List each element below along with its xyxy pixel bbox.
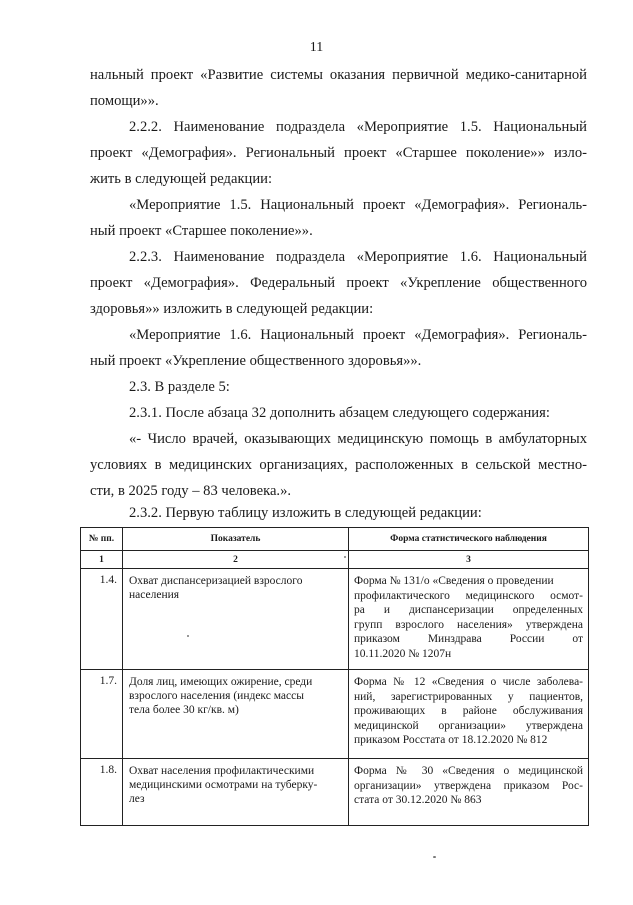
text-line: 2.3. В разделе 5: bbox=[129, 379, 230, 395]
form-line: групп взрослого населения» утверждена bbox=[354, 618, 583, 631]
form-line: ра и диспансеризации определенных bbox=[354, 604, 583, 617]
text-line: сти, в 2025 году – 83 человека.». bbox=[90, 483, 292, 499]
row-number-cell: 1.4. bbox=[81, 569, 123, 670]
form-line: организации» утверждена приказом Рос- bbox=[354, 779, 583, 792]
text-line: 2.2.2. Наименование подраздела «Мероприятие 1.5. Национальный bbox=[129, 119, 587, 135]
column-number-cell: 2 bbox=[123, 551, 349, 569]
form-line: приказом Минздрава России от bbox=[354, 633, 583, 646]
form-line: проживающих в районе обслуживания bbox=[354, 705, 583, 718]
text-line: 2.3.2. Первую таблицу изложить в следующей редакции: bbox=[129, 505, 482, 521]
header-cell: Показатель bbox=[123, 528, 349, 551]
form-line: Форма № 131/о «Сведения о проведении bbox=[354, 575, 554, 587]
indicator-line: Доля лиц, имеющих ожирение, среди bbox=[129, 676, 313, 688]
scan-speck bbox=[187, 635, 189, 637]
scan-speck bbox=[433, 856, 436, 858]
indicator-line: медицинскими осмотрами на туберку- bbox=[129, 779, 318, 791]
table-row bbox=[81, 670, 589, 759]
indicator-line: Охват диспансеризацией взрослого bbox=[129, 575, 303, 587]
indicator-line: лез bbox=[129, 793, 145, 805]
row-number-cell: 1.8. bbox=[81, 759, 123, 826]
text-line: ный проект «Укрепление общественного здоровья»». bbox=[90, 353, 422, 369]
indicator-line: тела более 30 кг/кв. м) bbox=[129, 704, 239, 716]
text-line: проект «Демография». Региональный проект «Старшее поколение»» изло- bbox=[90, 145, 587, 161]
row-number-cell: 1.7. bbox=[81, 670, 123, 759]
text-line: ный проект «Старшее поколение»». bbox=[90, 223, 313, 239]
text-line: жить в следующей редакции: bbox=[90, 171, 273, 187]
form-line: медицинской организации» утверждена bbox=[354, 719, 583, 732]
table-row bbox=[81, 569, 589, 670]
form-cell bbox=[349, 759, 589, 826]
page-number: 11 bbox=[309, 40, 324, 55]
form-cell bbox=[349, 670, 589, 759]
table-header-row bbox=[81, 528, 589, 551]
indicator-cell bbox=[123, 759, 349, 826]
text-line: «Мероприятие 1.5. Национальный проект «Демография». Региональ- bbox=[129, 197, 587, 213]
form-line: стата от 30.12.2020 № 863 bbox=[354, 794, 482, 807]
text-line: проект «Демография». Федеральный проект «Укрепление общественного bbox=[90, 275, 587, 291]
text-line: условиях в медицинских организациях, расположенных в сельской местно- bbox=[90, 457, 587, 473]
column-number-cell: 1 bbox=[81, 551, 123, 569]
form-cell bbox=[349, 569, 589, 670]
header-cell: Форма статистического наблюдения bbox=[349, 528, 589, 551]
form-line: Форма № 12 «Сведения о числе заболева- bbox=[354, 676, 583, 688]
indicators-table bbox=[80, 527, 589, 826]
form-line: ний, зарегистрированных у пациентов, bbox=[354, 690, 583, 703]
form-line: Форма № 30 «Сведения о медицинской bbox=[354, 765, 583, 777]
text-line: 2.2.3. Наименование подраздела «Мероприятие 1.6. Национальный bbox=[129, 249, 587, 265]
indicator-cell bbox=[123, 569, 349, 670]
table-row bbox=[81, 759, 589, 826]
indicator-cell bbox=[123, 670, 349, 759]
text-line: 2.3.1. После абзаца 32 дополнить абзацем следующего содержания: bbox=[129, 405, 550, 421]
text-line: нальный проект «Развитие системы оказания первичной медико-санитарной bbox=[90, 67, 587, 83]
form-line: приказом Росстата от 18.12.2020 № 812 bbox=[354, 734, 548, 747]
form-line: 10.11.2020 № 1207н bbox=[354, 647, 452, 660]
indicator-line: населения bbox=[129, 589, 180, 601]
column-number-cell: 3 bbox=[349, 551, 589, 569]
indicator-line: взрослого населения (индекс массы bbox=[129, 690, 304, 702]
text-line: здоровья»» изложить в следующей редакции: bbox=[90, 301, 374, 317]
indicator-line: Охват населения профилактическими bbox=[129, 765, 315, 777]
text-line: «- Число врачей, оказывающих медицинскую помощь в амбулаторных bbox=[129, 431, 587, 447]
text-line: помощи»». bbox=[90, 93, 159, 109]
header-cell: № пп. bbox=[81, 528, 123, 551]
text-line: «Мероприятие 1.6. Национальный проект «Демография». Региональ- bbox=[129, 327, 587, 343]
form-line: профилактического медицинского осмот- bbox=[354, 589, 583, 602]
scan-speck bbox=[344, 556, 346, 558]
column-number-row bbox=[81, 551, 589, 569]
